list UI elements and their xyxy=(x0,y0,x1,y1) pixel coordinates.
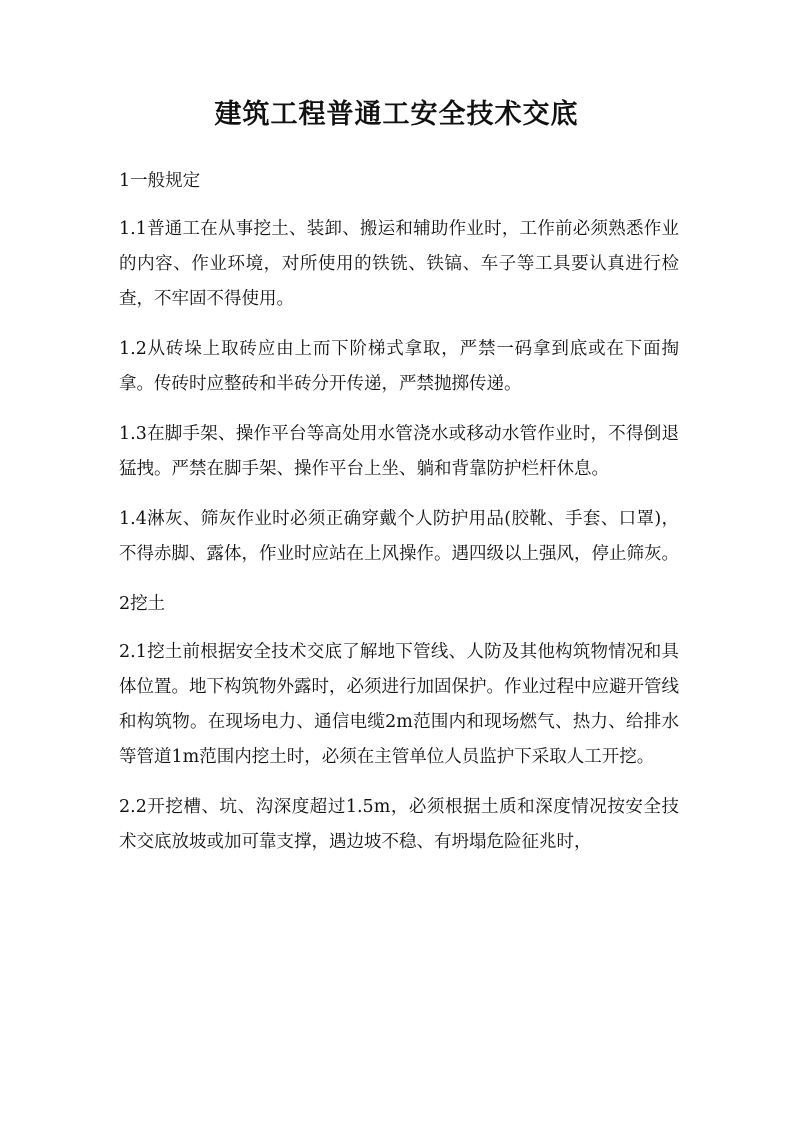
paragraph-1-3: 1.3在脚手架、操作平台等高处用水管浇水或移动水管作业时，不得倒退猛拽。严禁在脚手架、操作平台上坐、躺和背靠防护栏杆休息。 xyxy=(119,424,679,479)
document-body xyxy=(119,164,679,875)
paragraph-2-1: 2.1挖土前根据安全技术交底了解地下管线、人防及其他构筑物情况和具体位置。地下构筑物外露时，必须进行加固保护。作业过程中应避开管线和构筑物。在现场电力、通信电缆2m范围内和现场燃气、热力、给排水等管道1m范围内挖土时，必须在主管单位人员监护下采取人工开挖。 xyxy=(119,642,679,767)
section-heading-general-rules: 1一般规定 xyxy=(119,171,201,191)
document-title: 建筑工程普通工安全技术交底 xyxy=(214,99,579,130)
paragraph-1-1: 1.1普通工在从事挖土、装卸、搬运和辅助作业时，工作前必须熟悉作业的内容、作业环境，对所使用的铁铣、铁镐、车子等工具要认真进行检查，不牢固不得使用。 xyxy=(119,219,679,309)
section-heading-excavation: 2挖土 xyxy=(119,594,166,614)
paragraph-1-4: 1.4淋灰、筛灰作业时必须正确穿戴个人防护用品(胶靴、手套、口罩)，不得赤脚、露体，作业时应站在上风操作。遇四级以上强风，停止筛灰。 xyxy=(119,509,679,564)
paragraph-2-2: 2.2开挖槽、坑、沟深度超过1.5m，必须根据土质和深度情况按安全技术交底放坡或加可靠支撑，遇边坡不稳、有坍塌危险征兆时， xyxy=(119,797,679,852)
paragraph-1-2: 1.2从砖垛上取砖应由上而下阶梯式拿取，严禁一码拿到底或在下面掏拿。传砖时应整砖和半砖分开传递，严禁抛掷传递。 xyxy=(119,339,679,394)
